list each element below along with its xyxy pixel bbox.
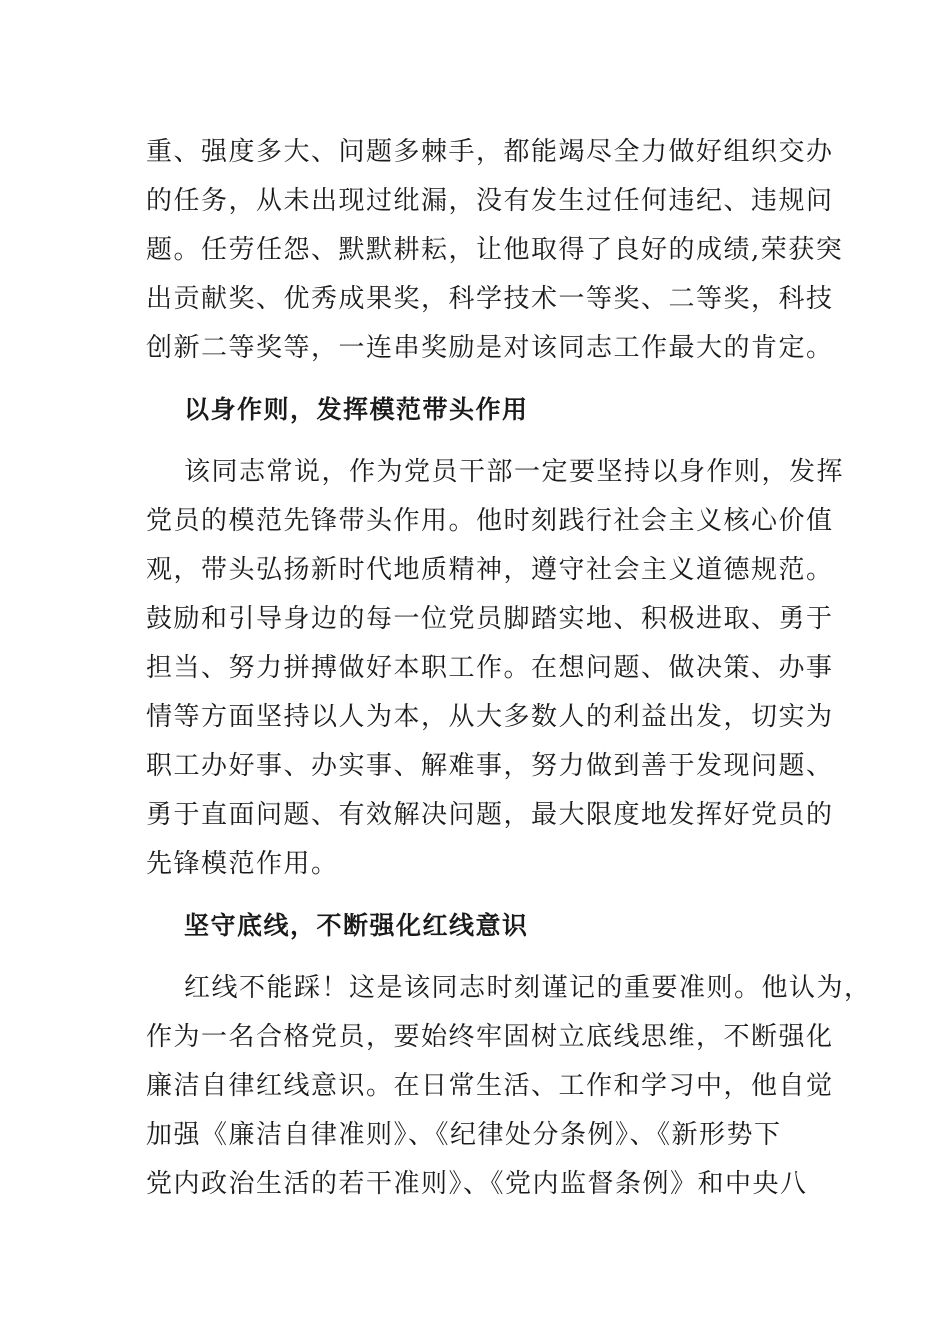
text-line: 职工办好事、办实事、解难事，努力做到善于发现问题、 xyxy=(146,751,834,781)
text-line: 勇于直面问题、有效解决问题，最大限度地发挥好党员的 xyxy=(146,800,834,830)
text-line: 作为一名合格党员，要始终牢固树立底线思维，不断强化 xyxy=(146,1022,834,1052)
text-line: 红线不能踩！这是该同志时刻谨记的重要准则。他认为， xyxy=(184,973,872,1003)
paragraph-bottom-line xyxy=(146,964,872,1209)
text-line: 廉洁自律红线意识。在日常生活、工作和学习中，他自觉 xyxy=(146,1071,834,1101)
text-line: 担当、努力拼搏做好本职工作。在想问题、做决策、办事 xyxy=(146,653,834,683)
text-line: 该同志常说，作为党员干部一定要坚持以身作则，发挥 xyxy=(184,457,845,487)
text-line: 鼓励和引导身边的每一位党员脚踏实地、积极进取、勇于 xyxy=(146,604,834,634)
text-line: 加强《廉洁自律准则》、《纪律处分条例》、《新形势下 xyxy=(146,1120,782,1150)
text-line: 重、强度多大、问题多棘手，都能竭尽全力做好组织交办 xyxy=(146,137,834,167)
text-line: 观，带头弘扬新时代地质精神，遵守社会主义道德规范。 xyxy=(146,555,834,585)
text-line: 题。任劳任怨、默默耕耘，让他取得了良好的成绩,荣获突 xyxy=(146,235,844,265)
paragraph-lead-by-example xyxy=(146,448,845,889)
document-page xyxy=(146,128,872,1209)
section-heading-lead-by-example: 以身作则，发挥模范带头作用 xyxy=(184,395,529,424)
text-line: 情等方面坚持以人为本，从大多数人的利益出发，切实为 xyxy=(146,702,834,732)
paragraph-awards xyxy=(146,128,844,373)
section-heading-bottom-line: 坚守底线，不断强化红线意识 xyxy=(184,911,529,940)
text-line: 创新二等奖等，一连串奖励是对该同志工作最大的肯定。 xyxy=(146,333,834,363)
text-line: 的任务，从未出现过纰漏，没有发生过任何违纪、违规问 xyxy=(146,186,834,216)
text-line: 出贡献奖、优秀成果奖，科学技术一等奖、二等奖，科技 xyxy=(146,284,834,314)
text-line: 党员的模范先锋带头作用。他时刻践行社会主义核心价值 xyxy=(146,506,834,536)
text-line: 党内政治生活的若干准则》、《党内监督条例》和中央八 xyxy=(146,1169,808,1199)
text-line: 先锋模范作用。 xyxy=(146,849,339,879)
